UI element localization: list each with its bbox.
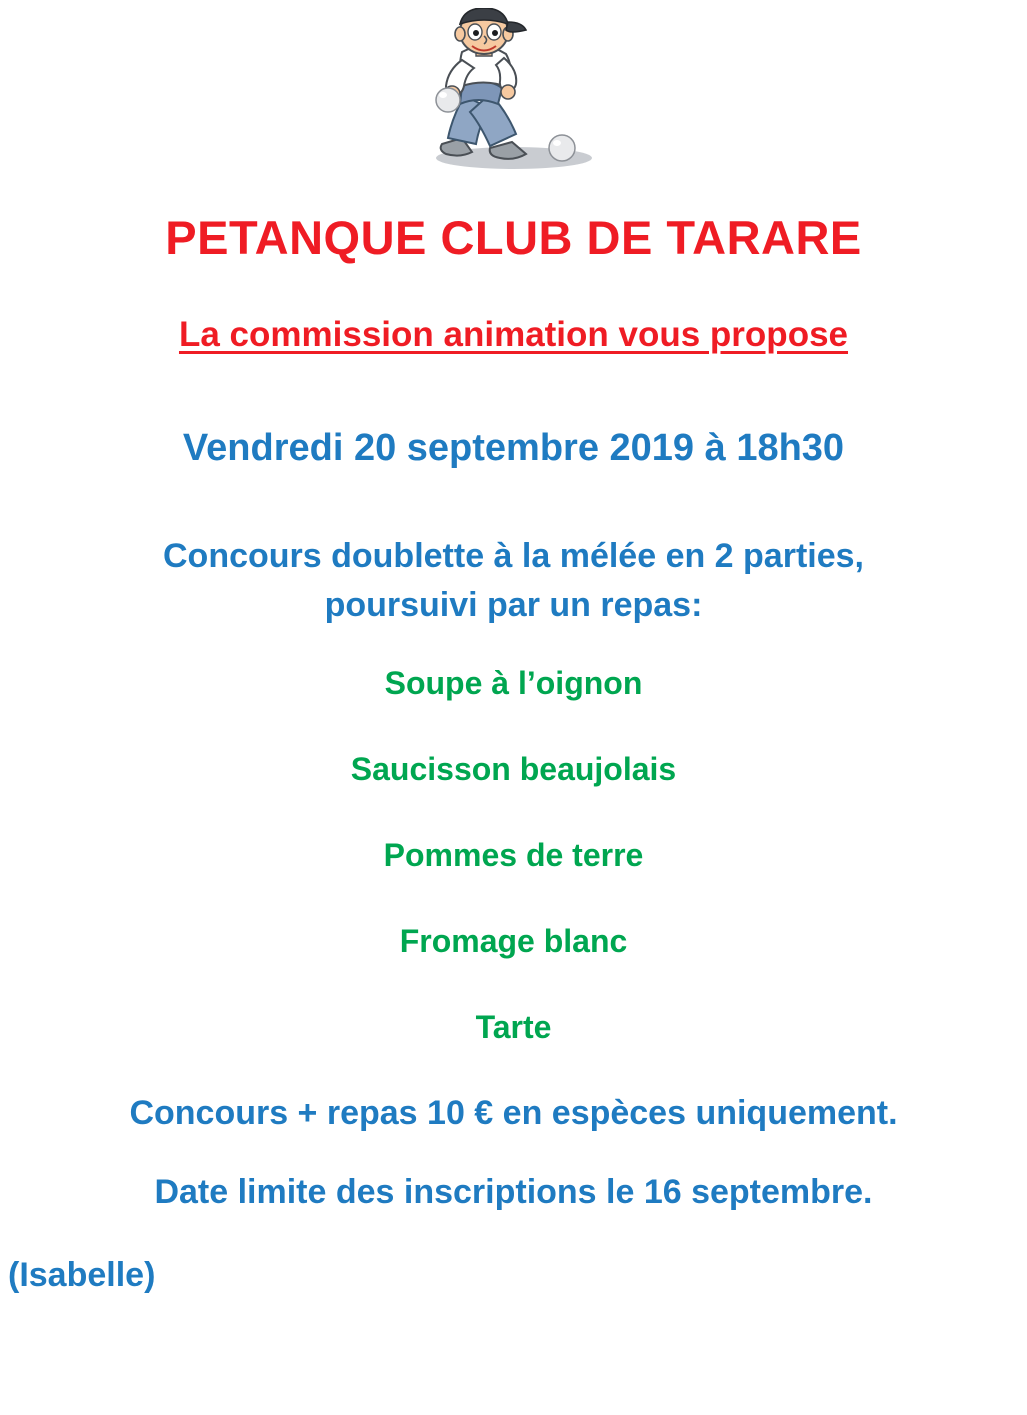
list-item: Fromage blanc (399, 922, 628, 959)
illustration-container (0, 0, 1027, 176)
list-item: Soupe à l’oignon (384, 664, 643, 701)
list-item: Pommes de terre (383, 836, 644, 873)
subtitle (0, 316, 1027, 355)
price-info: Concours + repas 10 € en espèces uniquement. (129, 1093, 898, 1132)
petanque-player-illustration (404, 8, 624, 176)
subtitle-text: La commission animation vous propose (178, 314, 849, 354)
page-title: PETANQUE CLUB DE TARARE (165, 211, 862, 264)
event-date: Vendredi 20 septembre 2019 à 18h30 (182, 427, 845, 470)
signature: (Isabelle) (8, 1256, 156, 1295)
event-description (0, 532, 1027, 631)
event-description-line-2: poursuivi par un repas: (324, 586, 703, 625)
list-item: Saucisson beaujolais (350, 750, 677, 787)
menu-list (0, 664, 1027, 1045)
registration-deadline: Date limite des inscriptions le 16 septembre. (154, 1172, 873, 1211)
event-description-line-1: Concours doublette à la mélée en 2 parties, (163, 536, 864, 575)
list-item: Tarte (475, 1008, 552, 1045)
